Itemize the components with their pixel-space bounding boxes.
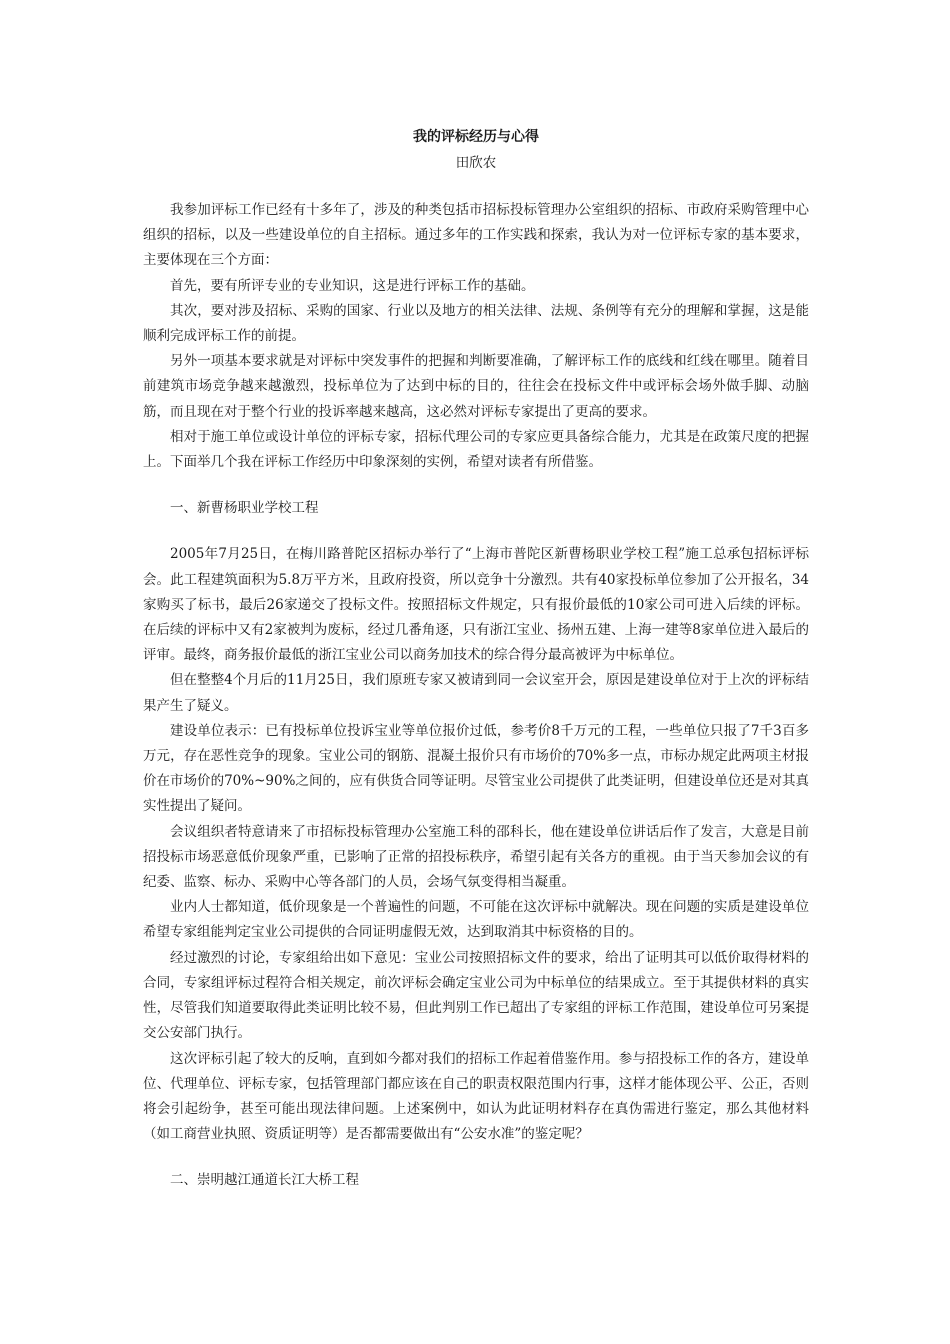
paragraph: 相对于施工单位或设计单位的评标专家，招标代理公司的专家应更具备综合能力，尤其是在政策尺度的把握上。下面举几个我在评标工作经历中印象深刻的实例，希望对读者有所借鉴。 — [143, 428, 809, 471]
paragraph: 我参加评标工作已经有十多年了，涉及的种类包括市招标投标管理办公室组织的招标、市政府采购管理中心组织的招标，以及一些建设单位的自主招标。通过多年的工作实践和探索，我认为对一位评标专家的基本要求，主要体现在三个方面： — [143, 202, 809, 269]
section-heading-1: 一、新曹杨职业学校工程 — [170, 500, 319, 517]
paragraph: 这次评标引起了较大的反响，直到如今都对我们的招标工作起着借鉴作用。参与招投标工作的各方，建设单位、代理单位、评标专家，包括管理部门都应该在自己的职责权限范围内行事，这样才能体现公平、公正，否则将会引起纷争，甚至可能出现法律问题。上述案例中，如认为此证明材料存在真伪需进行鉴定，那么其他材料（如工商营业执照、资质证明等）是否都需要做出有“公安水准”的鉴定呢？ — [143, 1050, 809, 1143]
paragraph: 但在整整4个月后的11月25日，我们原班专家又被请到同一会议室开会，原因是建设单位对于上次的评标结果产生了疑义。 — [143, 672, 809, 714]
document-author: 田欣农 — [455, 155, 497, 171]
document-title: 我的评标经历与心得 — [413, 129, 539, 145]
paragraph: 业内人士都知道，低价现象是一个普遍性的问题，不可能在这次评标中就解决。现在问题的实质是建设单位希望专家组能判定宝业公司提供的合同证明虚假无效，达到取消其中标资格的目的。 — [143, 899, 809, 941]
paragraph: 建设单位表示：已有投标单位投诉宝业等单位报价过低，参考价8千万元的工程，一些单位只报了7千3百多万元，存在恶性竞争的现象。宝业公司的钢筋、混凝土报价只有市场价的70%多一点，市标办规定此两项主材报价在市场价的70%~90%之间的，应有供货合同等证明。尽管宝业公司提供了此类证明，但建设单位还是对其真实性提出了疑问。 — [143, 722, 809, 815]
paragraph: 经过激烈的讨论，专家组给出如下意见：宝业公司按照招标文件的要求，给出了证明其可以低价取得材料的合同，专家组评标过程符合相关规定，前次评标会确定宝业公司为中标单位的结果成立。至于其提供材料的真实性，尽管我们知道要取得此类证明比较不易，但此判别工作已超出了专家组的评标工作范围，建设单位可另案提交公安部门执行。 — [143, 949, 809, 1042]
document-page — [143, 124, 809, 1215]
paragraph: 其次，要对涉及招标、采购的国家、行业以及地方的相关法律、法规、条例等有充分的理解和掌握，这是能顺利完成评标工作的前提。 — [143, 302, 809, 345]
paragraph: 会议组织者特意请来了市招标投标管理办公室施工科的邵科长，他在建设单位讲话后作了发言，大意是目前招投标市场恶意低价现象严重，已影响了正常的招投标秩序，希望引起有关各方的重视。由于当天参加会议的有纪委、监察、标办、采购中心等各部门的人员，会场气氛变得相当凝重。 — [143, 823, 809, 891]
paragraph: 首先，要有所评专业的专业知识，这是进行评标工作的基础。 — [170, 277, 535, 294]
section-heading-2: 二、崇明越江通道长江大桥工程 — [170, 1172, 359, 1189]
paragraph: 2005年7月25日，在梅川路普陀区招标办举行了“上海市普陀区新曹杨职业学校工程”施工总承包招标评标会。此工程建筑面积为5.8万平方米，且政府投资，所以竞争十分激烈。共有40家投标单位参加了公开报名，34家购买了标书，最后26家递交了投标文件。按照招标文件规定，只有报价最低的10家公司可进入后续的评标。在后续的评标中又有2家被判为废标，经过几番角逐，只有浙江宝业、扬州五建、上海一建等8家单位进入最后的评审。最终，商务报价最低的浙江宝业公司以商务加技术的综合得分最高被评为中标单位。 — [143, 546, 809, 664]
paragraph: 另外一项基本要求就是对评标中突发事件的把握和判断要准确，了解评标工作的底线和红线在哪里。随着目前建筑市场竞争越来越激烈，投标单位为了达到中标的目的，往往会在投标文件中或评标会场外做手脚、动脑筋，而且现在对于整个行业的投诉率越来越高，这必然对评标专家提出了更高的要求。 — [143, 353, 809, 420]
